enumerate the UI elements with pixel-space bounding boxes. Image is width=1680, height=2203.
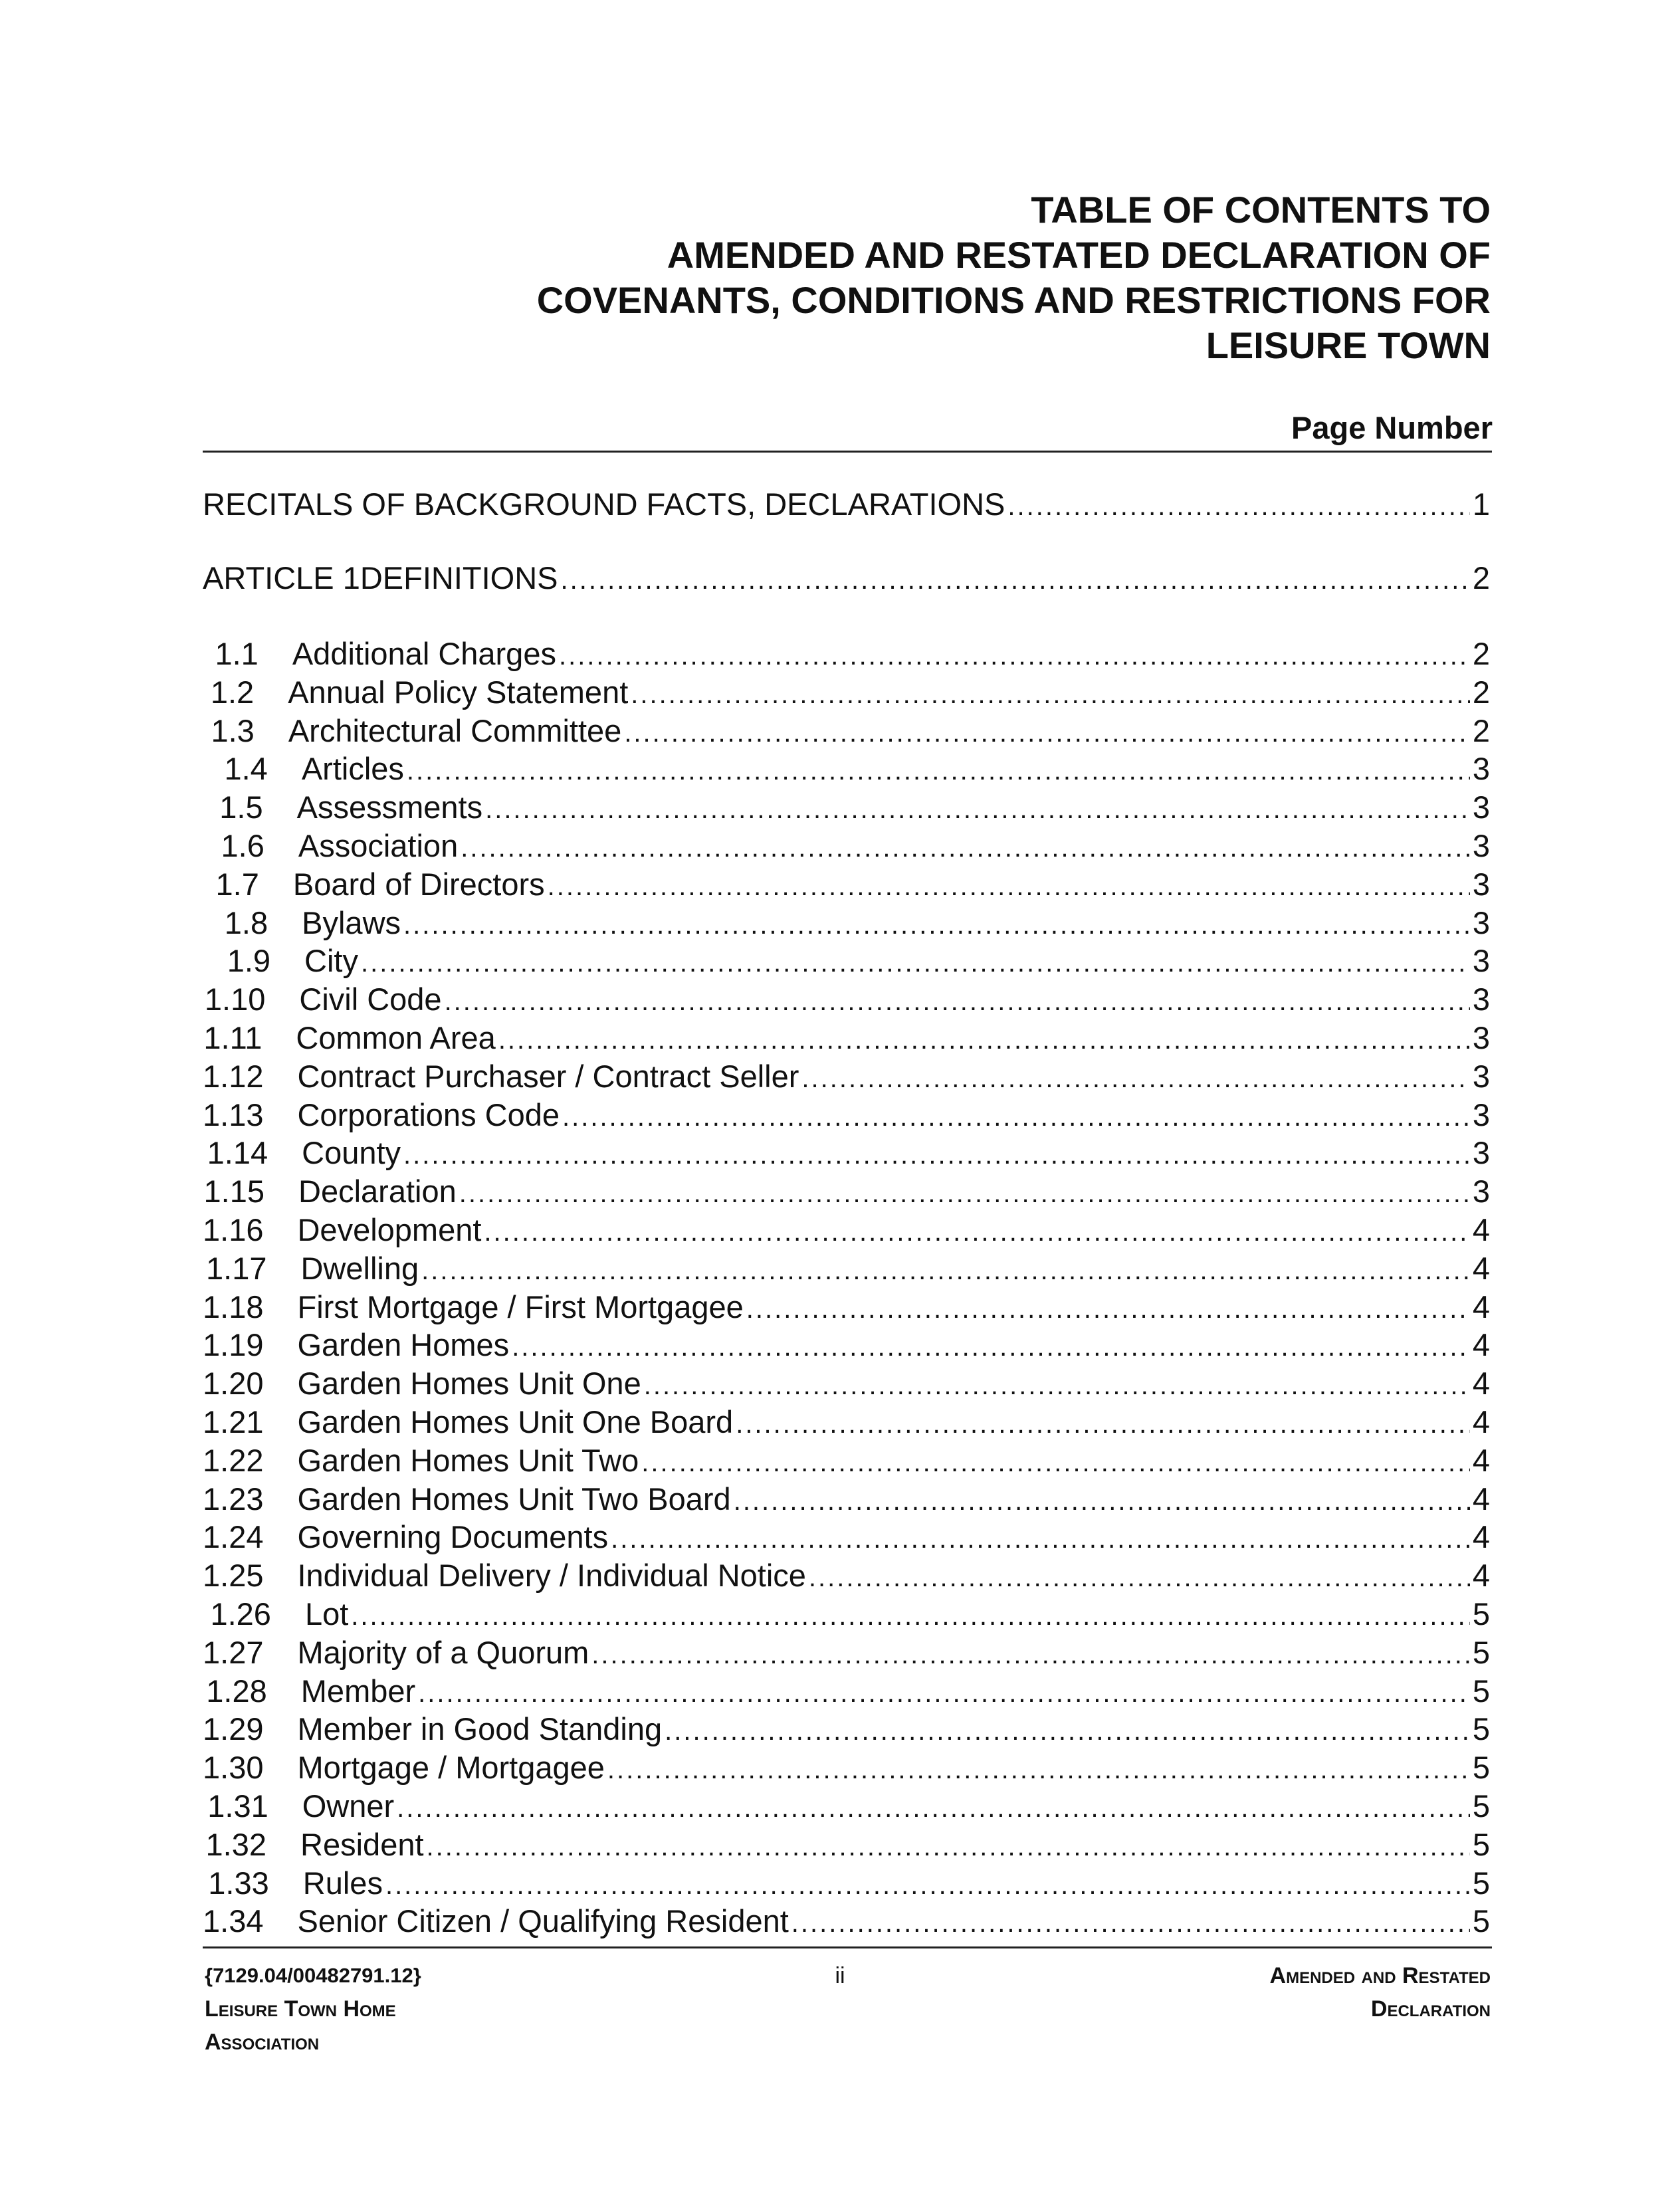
toc-entry-page: 5 — [1472, 1596, 1490, 1631]
header-divider — [203, 451, 1492, 453]
toc-entry-title: Individual Delivery / Individual Notice — [297, 1558, 806, 1594]
toc-entry-page: 3 — [1472, 1174, 1490, 1209]
toc-entry-section[interactable] — [203, 1249, 1490, 1288]
toc-entry-section[interactable] — [203, 1288, 1490, 1326]
toc-entry-section[interactable] — [203, 1787, 1490, 1826]
section-number: 1.20 — [203, 1366, 264, 1402]
dot-leader — [484, 1213, 1469, 1251]
toc-entry-title: Development — [297, 1212, 482, 1247]
toc-entry-section[interactable] — [203, 1518, 1490, 1556]
title-line-1: TABLE OF CONTENTS TO — [1031, 189, 1491, 231]
toc-entry-section[interactable] — [203, 1748, 1490, 1787]
dot-leader — [746, 1290, 1470, 1328]
toc-entry-page: 4 — [1472, 1558, 1490, 1594]
toc-entry-title: Garden Homes Unit One Board — [297, 1404, 734, 1439]
toc-entry-title: Assessments — [296, 789, 483, 825]
toc-entry-title: Civil Code — [299, 982, 442, 1017]
toc-entry-page: 4 — [1472, 1250, 1490, 1286]
dot-leader — [498, 1021, 1470, 1059]
toc-entry-page: 4 — [1472, 1481, 1490, 1517]
section-number: 1.7 — [215, 866, 259, 902]
toc-entry-title: Resident — [300, 1826, 424, 1862]
toc-entry-page: 5 — [1472, 1750, 1490, 1786]
section-number: 1.22 — [203, 1442, 264, 1478]
section-number: 1.28 — [206, 1673, 267, 1709]
toc-entry-title: Architectural Committee — [288, 712, 622, 748]
title-line-4: LEISURE TOWN — [1206, 324, 1491, 366]
section-number: 1.34 — [203, 1903, 264, 1939]
toc-entry-title: Garden Homes — [297, 1327, 510, 1363]
toc-entry-section[interactable] — [203, 1902, 1490, 1941]
section-number: 1.13 — [203, 1097, 264, 1132]
dot-leader — [548, 867, 1470, 906]
toc-entry-section[interactable] — [203, 750, 1490, 788]
toc-entry-page: 5 — [1472, 1711, 1490, 1747]
toc-entry-page: 4 — [1472, 1366, 1490, 1402]
toc-entry-page: 3 — [1472, 1135, 1490, 1171]
toc-entry-article-1[interactable] — [203, 559, 1490, 597]
section-number: 1.14 — [207, 1135, 268, 1171]
footer-left — [205, 1959, 421, 2059]
toc-entry-title: Common Area — [296, 1020, 496, 1055]
section-number: 1.31 — [207, 1788, 268, 1824]
toc-entry-title: RECITALS OF BACKGROUND FACTS, DECLARATIONS — [203, 486, 1005, 522]
toc-entry-page: 4 — [1472, 1212, 1490, 1247]
section-number: 1.12 — [203, 1058, 264, 1094]
page-number-column-header: Page Number — [1291, 410, 1493, 445]
dot-leader — [351, 1597, 1470, 1635]
section-number: 1.11 — [203, 1020, 262, 1055]
dot-leader — [561, 561, 1470, 599]
toc-entry-section[interactable] — [203, 635, 1490, 673]
toc-entry-section[interactable] — [203, 673, 1490, 712]
dot-leader — [734, 1482, 1470, 1521]
toc-entry-section[interactable] — [203, 1441, 1490, 1480]
toc-entry-title: Member — [300, 1673, 416, 1709]
dot-leader — [1007, 487, 1469, 526]
toc-entry-title: Member in Good Standing — [297, 1711, 663, 1747]
toc-entry-title: Declaration — [298, 1174, 457, 1209]
toc-entry-page: 4 — [1472, 1442, 1490, 1478]
toc-entry-title: Annual Policy Statement — [288, 674, 629, 710]
toc-entry-section[interactable] — [203, 942, 1490, 980]
section-number: 1.30 — [203, 1750, 264, 1786]
toc-entry-title: Additional Charges — [292, 636, 556, 671]
section-number: 1.16 — [203, 1212, 264, 1247]
section-number: 1.24 — [203, 1519, 264, 1555]
section-number: 1.4 — [224, 751, 268, 787]
section-number: 1.23 — [203, 1481, 264, 1517]
toc-entry-page: 3 — [1472, 943, 1490, 979]
toc-entry-title: Board of Directors — [292, 866, 545, 902]
toc-entry-section[interactable] — [203, 1019, 1490, 1057]
toc-entry-page: 2 — [1472, 674, 1490, 710]
toc-entry-page: 2 — [1472, 560, 1490, 595]
toc-entry-section[interactable] — [203, 1556, 1490, 1595]
dot-leader — [512, 1328, 1470, 1366]
toc-entry-section[interactable] — [203, 1096, 1490, 1134]
dot-leader — [641, 1443, 1470, 1482]
footer-right — [1270, 1959, 1491, 2026]
dot-leader — [418, 1674, 1470, 1713]
dot-leader — [562, 1098, 1470, 1136]
dot-leader — [421, 1251, 1470, 1290]
dot-leader — [559, 637, 1470, 675]
dot-leader — [644, 1366, 1470, 1405]
dot-leader — [361, 944, 1470, 982]
dot-leader — [665, 1712, 1470, 1750]
toc-entry-title: Contract Purchaser / Contract Seller — [297, 1058, 799, 1094]
toc-entry-section[interactable] — [203, 980, 1490, 1019]
toc-entry-title: DEFINITIONS — [360, 560, 558, 595]
toc-entry-section[interactable] — [203, 827, 1490, 865]
toc-entry-title: Rules — [302, 1865, 383, 1901]
toc-entry-title: Garden Homes Unit Two — [297, 1442, 639, 1478]
dot-leader — [397, 1789, 1470, 1828]
toc-entry-title: Mortgage / Mortgagee — [297, 1750, 605, 1786]
dot-leader — [809, 1558, 1470, 1597]
toc-entry-title: Lot — [304, 1596, 349, 1631]
toc-entry-title: Garden Homes Unit One — [297, 1366, 641, 1402]
section-number: 1.33 — [208, 1865, 269, 1901]
toc-entry-page: 2 — [1472, 636, 1490, 671]
footer-document-line-2: Declaration — [1370, 1996, 1491, 2022]
dot-leader — [427, 1828, 1470, 1866]
dot-leader — [591, 1635, 1470, 1674]
toc-entry-page: 3 — [1472, 982, 1490, 1017]
dot-leader — [801, 1059, 1469, 1098]
toc-entry-page: 5 — [1472, 1673, 1490, 1709]
toc-entry-page: 2 — [1472, 712, 1490, 748]
toc-entry-page: 1 — [1472, 486, 1490, 522]
section-number: 1.8 — [224, 904, 268, 940]
dot-leader — [459, 1174, 1470, 1213]
toc-entry-title: First Mortgage / First Mortgagee — [297, 1289, 744, 1324]
toc-entry-section[interactable] — [203, 1057, 1490, 1096]
toc-entry-title: City — [304, 943, 358, 979]
toc-entry-page: 5 — [1472, 1788, 1490, 1824]
dot-leader — [624, 714, 1470, 752]
section-number: 1.26 — [210, 1596, 271, 1631]
section-number: 1.21 — [203, 1404, 264, 1439]
toc-entry-section[interactable] — [203, 1672, 1490, 1711]
toc-entry-section[interactable] — [203, 1364, 1490, 1403]
section-number: 1.9 — [227, 943, 271, 979]
section-number: 1.29 — [203, 1711, 264, 1747]
toc-entry-section[interactable] — [203, 1172, 1490, 1211]
toc-entry-page: 3 — [1472, 1020, 1490, 1055]
toc-entry-page: 4 — [1472, 1289, 1490, 1324]
section-number: 1.1 — [215, 636, 259, 671]
toc-entry-page: 5 — [1472, 1826, 1490, 1862]
footer-divider — [203, 1946, 1492, 1948]
toc-entry-page: 3 — [1472, 789, 1490, 825]
dot-leader — [631, 675, 1470, 714]
toc-entry-section[interactable] — [203, 788, 1490, 827]
toc-entry-section[interactable] — [203, 1710, 1490, 1748]
toc-entry-page: 4 — [1472, 1327, 1490, 1363]
title-line-2: AMENDED AND RESTATED DECLARATION OF — [667, 234, 1491, 276]
toc-entry-page: 4 — [1472, 1519, 1490, 1555]
toc-entry-section[interactable] — [203, 1633, 1490, 1672]
toc-entry-page: 5 — [1472, 1865, 1490, 1901]
toc-entry-section[interactable] — [203, 1595, 1490, 1633]
toc-entry-section[interactable] — [203, 1211, 1490, 1249]
toc-entry-section[interactable] — [203, 865, 1490, 904]
toc-entry-page: 5 — [1472, 1634, 1490, 1670]
toc-entry-section[interactable] — [203, 712, 1490, 750]
toc-entry-title: Majority of a Quorum — [297, 1634, 589, 1670]
section-number: 1.19 — [203, 1327, 264, 1363]
footer-organization-line-2: Association — [205, 2030, 320, 2055]
dot-leader — [485, 790, 1470, 829]
toc-entry-title: County — [302, 1135, 401, 1171]
toc-entry-page: 3 — [1472, 1058, 1490, 1094]
toc-entry-page: 3 — [1472, 866, 1490, 902]
toc-entry-page: 5 — [1472, 1903, 1490, 1939]
footer-document-reference: {7129.04/00482791.12} — [205, 1964, 421, 1987]
document-title — [537, 187, 1491, 368]
toc-entry-title: Owner — [302, 1788, 395, 1824]
toc-entry-title: Association — [298, 828, 459, 863]
section-number: 1.17 — [206, 1250, 267, 1286]
dot-leader — [445, 982, 1470, 1021]
section-number: 1.6 — [221, 828, 264, 863]
toc-entry-page: 3 — [1472, 904, 1490, 940]
toc-entry-page: 4 — [1472, 1404, 1490, 1439]
toc-entry-title: Governing Documents — [297, 1519, 609, 1555]
toc-entry-section[interactable] — [203, 1480, 1490, 1519]
toc-entry-title: Garden Homes Unit Two Board — [297, 1481, 731, 1517]
section-number: 1.32 — [205, 1826, 267, 1862]
section-number: 1.3 — [211, 712, 255, 748]
section-number: 1.2 — [210, 674, 255, 710]
toc-entry-title: Bylaws — [302, 904, 401, 940]
toc-entry-section[interactable] — [203, 1326, 1490, 1364]
footer-document-line-1: Amended and Restated — [1269, 1963, 1491, 1988]
toc-entry-page: 3 — [1472, 1097, 1490, 1132]
dot-leader — [385, 1866, 1470, 1905]
footer-organization-line-1: Leisure Town Home — [205, 1996, 396, 2022]
toc-entry-page: 3 — [1472, 751, 1490, 787]
toc-entry-section[interactable] — [203, 1403, 1490, 1441]
toc-entry-title: Senior Citizen / Qualifying Resident — [297, 1903, 789, 1939]
toc-entry-section[interactable] — [203, 904, 1490, 942]
toc-entry-page: 3 — [1472, 828, 1490, 863]
toc-entry-section[interactable] — [203, 1134, 1490, 1172]
section-number: 1.25 — [203, 1558, 264, 1594]
toc-entry-title: Corporations Code — [297, 1097, 560, 1132]
section-number: 1.5 — [219, 789, 263, 825]
toc-entry-section[interactable] — [203, 1826, 1490, 1864]
toc-entry-title: Dwelling — [300, 1250, 419, 1286]
dot-leader — [407, 752, 1470, 790]
dot-leader — [736, 1405, 1470, 1443]
footer-page-number: ii — [835, 1963, 845, 1988]
toc-entry-title: Articles — [301, 751, 404, 787]
toc-entry-recitals[interactable] — [203, 485, 1490, 524]
dot-leader — [791, 1904, 1470, 1942]
dot-leader — [403, 1136, 1470, 1174]
title-line-3: COVENANTS, CONDITIONS AND RESTRICTIONS FOR — [536, 279, 1491, 321]
toc-entry-section[interactable] — [203, 1864, 1490, 1903]
section-number: 1.15 — [203, 1174, 265, 1209]
section-number: 1.10 — [204, 982, 266, 1017]
dot-leader — [461, 829, 1470, 867]
section-number: 1.18 — [203, 1289, 264, 1324]
dot-leader — [403, 906, 1470, 944]
section-number: 1.27 — [203, 1634, 264, 1670]
dot-leader — [607, 1750, 1470, 1789]
dot-leader — [611, 1520, 1470, 1558]
article-number: ARTICLE 1 — [203, 560, 360, 595]
